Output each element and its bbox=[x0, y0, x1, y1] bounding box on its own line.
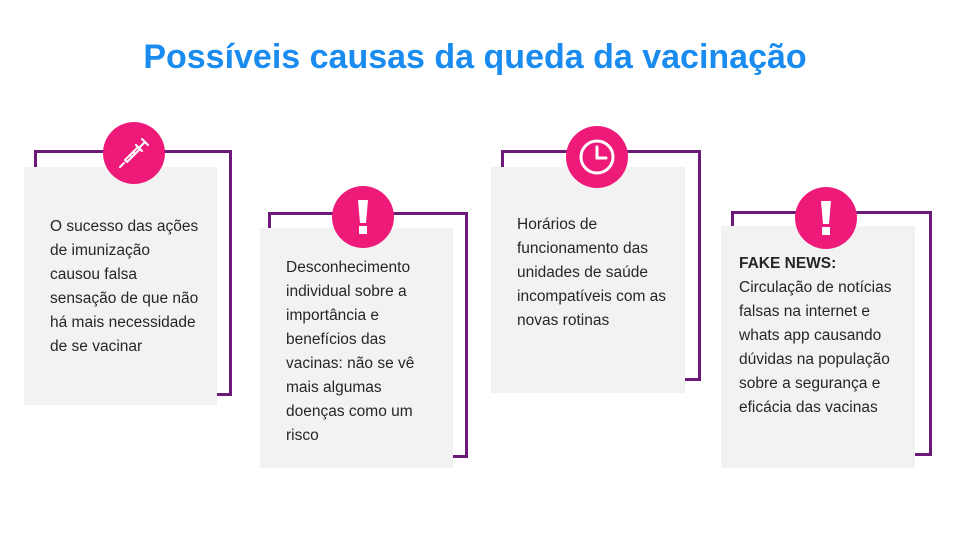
card-1-text: O sucesso das ações de imunização causou falsa sensação de que não há mais necessidade de se vacinar bbox=[50, 218, 199, 355]
card-4-heading: FAKE NEWS: bbox=[739, 255, 837, 272]
card-1-badge bbox=[103, 122, 165, 184]
card-2-box bbox=[260, 228, 453, 468]
card-4-badge bbox=[795, 187, 857, 249]
syringe-icon bbox=[116, 135, 152, 171]
card-3-badge bbox=[566, 126, 628, 188]
exclamation-icon bbox=[353, 197, 373, 237]
page-title: Possíveis causas da queda da vacinação bbox=[143, 38, 807, 76]
card-2-badge bbox=[332, 186, 394, 248]
exclamation-icon bbox=[816, 198, 836, 238]
clock-icon bbox=[577, 137, 617, 177]
card-4-text: Circulação de notícias falsas na internet e whats app causando dúvidas na população sobre a segurança e eficácia das vacinas bbox=[739, 279, 892, 416]
card-3-text: Horários de funcionamento das unidades de saúde incompatíveis com as novas rotinas bbox=[517, 216, 667, 329]
card-1-box bbox=[24, 167, 217, 405]
card-3-box bbox=[491, 167, 685, 393]
card-4-box bbox=[721, 226, 915, 468]
card-2-text: Desconhecimento individual sobre a importância e benefícios das vacinas: não se vê mais algumas doenças como um risco bbox=[286, 259, 415, 444]
